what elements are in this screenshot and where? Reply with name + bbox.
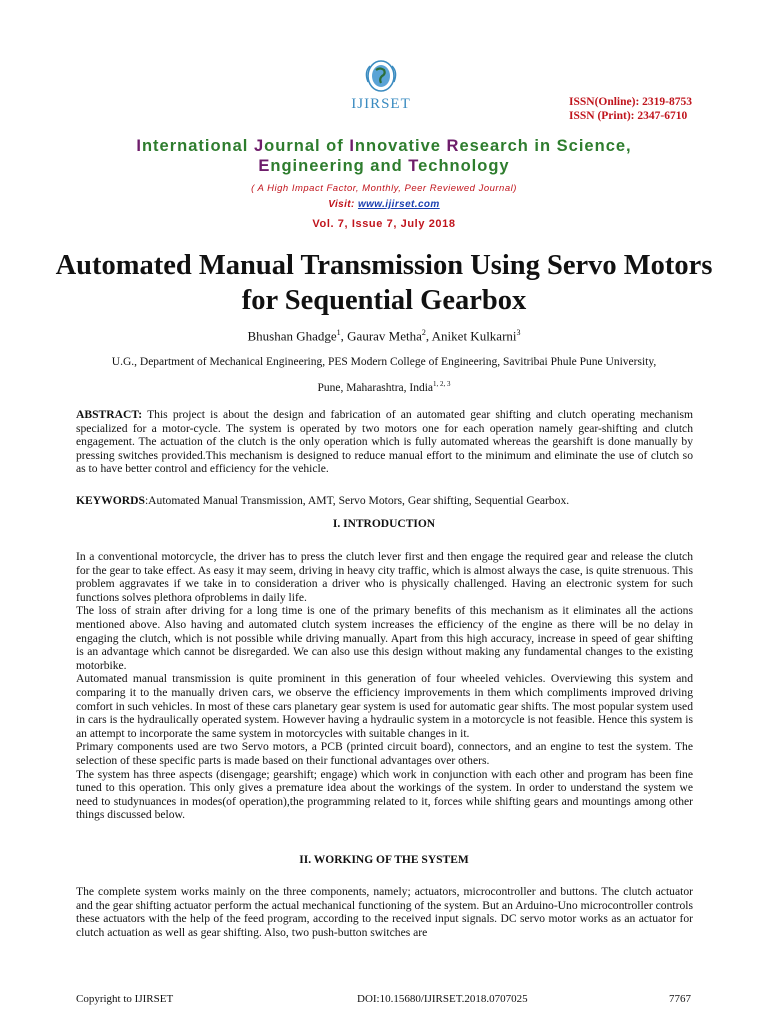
affiliation-location: Pune, Maharashtra, India xyxy=(317,381,434,394)
issn-online: ISSN(Online): 2319-8753 xyxy=(569,96,692,108)
journal-word-initial: E xyxy=(258,157,271,175)
keywords xyxy=(76,494,693,508)
affiliation-line-2 xyxy=(40,373,728,399)
paragraph: The complete system works mainly on the three components, namely; actuators, microcontroller and buttons. The clutch actuator and the gear shifting actuator perform the actual mechanical functioning of the system. But an Arduino-Uno microcontroller controls these actuators with the help of the feed program, according to the received input signals. DC servo motor works as an actuator for clutch actuation as well as gear shifting. Also, two push-button switches are xyxy=(76,885,693,939)
section-heading-introduction: I. INTRODUCTION xyxy=(332,518,436,530)
journal-subtitle: ( A High Impact Factor, Monthly, Peer Reviewed Journal) xyxy=(251,183,517,194)
author-sup: 2 xyxy=(421,328,426,337)
journal-word-initial: I xyxy=(136,137,142,155)
affiliation-line-1: U.G., Department of Mechanical Engineering, PES Modern College of Engineering, Savitribai Phule Pune University, xyxy=(111,356,657,368)
footer-page-number: 7767 xyxy=(669,993,691,1005)
issn-block xyxy=(569,95,692,123)
journal-word-rest: nternational xyxy=(141,137,254,155)
keywords-label: KEYWORDS xyxy=(76,494,145,507)
logo-text: IJIRSET xyxy=(351,96,411,112)
issn-print: ISSN (Print): 2347-6710 xyxy=(569,110,688,122)
working-body xyxy=(76,885,693,939)
abstract-label: ABSTRACT: xyxy=(76,408,143,421)
author-sup: 3 xyxy=(516,328,521,337)
journal-word-rest: ournal of xyxy=(264,137,350,155)
journal-word-rest: nnovative xyxy=(354,137,447,155)
introduction-body xyxy=(76,550,693,822)
author-sup: 1 xyxy=(336,328,341,337)
paragraph: Automated manual transmission is quite prominent in this generation of four wheeled vehicles. Overviewing this system and comparing it to the manually driven cars, we observe the efficiency improvements in them which compliments improved driving comfort in such vehicles. In most of these cars planetary gear system is used for automatic gear shifts. The most popular system used in cars is the hydraulically operated system. However having a hydraulic system in a motorcycle is not feasible. Hence this system is an attempt to incorporate the same system in motorcycles with suitable changes in it. xyxy=(76,672,693,740)
journal-word-initial: I xyxy=(349,137,355,155)
journal-word-initial: J xyxy=(253,137,265,155)
journal-name-line-2 xyxy=(0,155,768,177)
paper-title: Automated Manual Transmission Using Servo Motors for Sequential Gearbox xyxy=(55,250,713,316)
paragraph: The system has three aspects (disengage; gearshift; engage) which work in conjunction with each other and program has been fine tuned to this operation. This only gives a premature idea about the workings of the system. In order to understand the system we need to studynuances in modes(of operation),the programming related to it, forces while shifting gears and mountings among other things discussed below. xyxy=(76,767,693,822)
visit-label: Visit: xyxy=(328,199,355,210)
author-list: Bhushan Ghadge$^1$, Gaurav Metha$^2$, Aniket Kulkarni$^3$ xyxy=(247,328,521,344)
footer-doi: DOI:10.15680/IJIRSET.2018.0707025 xyxy=(357,993,528,1005)
journal-visit xyxy=(0,199,768,210)
affiliation-sup: 1, 2, 3 xyxy=(433,380,451,388)
journal-name-line-1 xyxy=(0,135,768,157)
author-name: Gaurav Metha xyxy=(347,328,422,344)
journal-word-rest: echnology xyxy=(418,157,510,175)
footer-copyright: Copyright to IJIRSET xyxy=(76,993,174,1005)
paragraph: In a conventional motorcycle, the driver has to press the clutch lever first and then engage the required gear and release the clutch for the gear to take effect. As easy it may seem, driving in heavy city traffic, which is almost always the case, is quite strenuous. This problem aggravates if we take in to consideration a driver who is physically challenged. Having an electronic system for such functions solves plethora ofproblems in daily life. xyxy=(76,550,693,604)
author-name: Bhushan Ghadge xyxy=(247,328,337,344)
abstract-text: This project is about the design and fabrication of an automated gear shifting and clutch operating mechanism specialized for a motor-cycle. The system is operated by two motors one for each operation namely gear-shifting and clutch engagement. The actuation of the clutch is the only operation which is fully automated whereas the gearshift is done manually by pressing switches provided.This mechanism is designed to reduce manual effort to the minimum and eliminate the use of clutch so as to have better control and efficiency for the vehicle. xyxy=(76,408,693,476)
affiliation xyxy=(40,351,728,399)
journal-word-rest: ngineering and xyxy=(270,157,409,175)
journal-url-link[interactable]: www.ijirset.com xyxy=(357,199,440,210)
paragraph: Primary components used are two Servo motors, a PCB (printed circuit board), connectors, and an engine to test the system. The selection of these specific parts is made based on their functional advantages over others. xyxy=(76,740,693,767)
volume-issue: Vol. 7, Issue 7, July 2018 xyxy=(312,218,456,230)
journal-word-rest: esearch in Science, xyxy=(459,137,632,155)
journal-word-initial: T xyxy=(408,157,419,175)
paragraph: The loss of strain after driving for a long time is one of the primary benefits of this mechanism as it eliminates all the actions mentioned above. Also having and automated clutch system increases the efficiency of the engine as there will be no delay in engaging the clutch, which is not possible while driving manually. Apart from this high accuracy, increase in speed of gear shifting is an advantage which cannot be disregarded. We can also use this design without making any fundamental changes to the existing motorbike. xyxy=(76,604,693,672)
journal-word-initial: R xyxy=(446,137,460,155)
keywords-text: :Automated Manual Transmission, AMT, Servo Motors, Gear shifting, Sequential Gearbox. xyxy=(144,494,570,507)
author-name: Aniket Kulkarni xyxy=(431,328,517,344)
abstract xyxy=(76,408,693,476)
section-heading-working: II. WORKING OF THE SYSTEM xyxy=(299,854,469,866)
